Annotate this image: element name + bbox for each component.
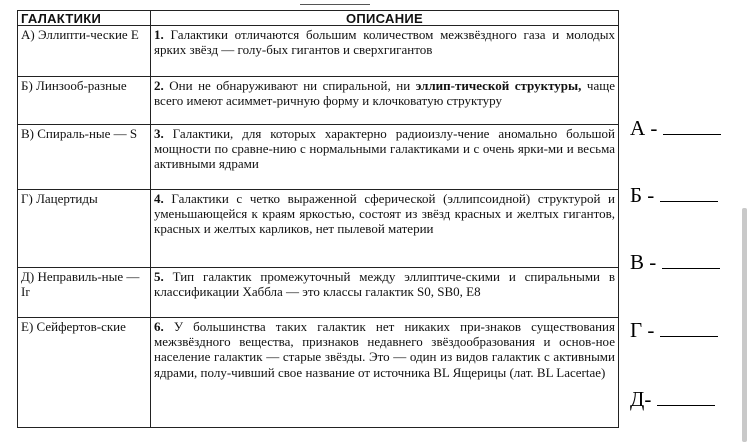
- answer-b: [630, 183, 718, 208]
- table-row: [18, 77, 619, 125]
- answer-blank[interactable]: [657, 387, 715, 406]
- galaxy-description: [151, 318, 619, 428]
- answer-v: [630, 250, 720, 275]
- answer-blank[interactable]: [662, 250, 720, 269]
- header-description: ОПИСАНИЕ: [151, 11, 619, 26]
- description-number: 1.: [154, 27, 164, 42]
- description-text: Тип галактик промежуточный между эллиптиче-скими и спиральными в классификации Хаббла — это классы галактик S0, SB0, E8: [154, 269, 615, 300]
- table-header-row: [18, 11, 619, 26]
- description-text: Галактики отличаются большим количеством межзвёздного газа и молодых ярких звёзд — голу-бых гигантов и сверхгигантов: [154, 27, 615, 58]
- galaxy-type-name: Д) Неправиль-ные — Ir: [18, 268, 151, 318]
- description-number: 5.: [154, 269, 164, 284]
- description-text: Они не обнаруживают ни спиральной, ни: [163, 78, 416, 93]
- description-number: 6.: [154, 319, 164, 334]
- galaxy-type-name: В) Спираль-ные — S: [18, 125, 151, 190]
- table-row: [18, 125, 619, 190]
- answer-blank[interactable]: [663, 116, 721, 135]
- description-number: 4.: [154, 191, 164, 206]
- description-emphasis: эллип-тической структуры,: [415, 78, 582, 93]
- galaxies-table: [17, 10, 619, 428]
- answer-label: Д-: [630, 387, 657, 411]
- table-row: [18, 190, 619, 268]
- description-number: 3.: [154, 126, 164, 141]
- galaxy-description: [151, 125, 619, 190]
- galaxy-type-name: А) Эллипти-ческие E: [18, 26, 151, 77]
- scrollbar[interactable]: [742, 208, 747, 442]
- answer-column: [627, 0, 750, 442]
- answer-label: А -: [630, 116, 663, 140]
- galaxy-description: [151, 190, 619, 268]
- description-text: Галактики, для которых характерно радиоизлу-чение аномально большой мощности по сравне-нию с нормальными галактиками и с очень ярки-ми и весьма активными ядрами: [154, 126, 615, 172]
- galaxy-description: [151, 77, 619, 125]
- table-row: [18, 268, 619, 318]
- answer-a: [630, 116, 721, 141]
- answer-label: В -: [630, 250, 662, 274]
- description-text-end: чаще всего имеют асиммет-ричную форму и клочковатую структуру: [154, 78, 616, 109]
- top-decoration: [300, 0, 370, 5]
- answer-blank[interactable]: [660, 183, 718, 202]
- table-row: [18, 26, 619, 77]
- galaxy-description: [151, 268, 619, 318]
- answer-blank[interactable]: [660, 318, 718, 337]
- galaxy-type-name: Б) Линзооб-разные: [18, 77, 151, 125]
- answer-label: Б -: [630, 183, 660, 207]
- galaxy-type-name: Е) Сейфертов-ские: [18, 318, 151, 428]
- table-row: [18, 318, 619, 428]
- answer-d: [630, 387, 715, 412]
- galaxy-description: [151, 26, 619, 77]
- header-galaxies: ГАЛАКТИКИ: [18, 11, 151, 26]
- answer-g: [630, 318, 718, 343]
- description-text: Галактики с четко выраженной сферической (эллипсоидной) структурой и уменьшающейся к краям яркостью, состоят из звёзд красных и желтых гигантов, красных и желтых карликов, нет пылевой материи: [154, 191, 615, 237]
- description-text: У большинства таких галактик нет никаких при-знаков существования межзвёздного вещества, признаков недавнего звёздообразования и основ-ное население галактик — старые звёзды. Это — один из видов галактик с активными ядрами, полу-чивший свое название от источника BL Ящерицы (лат. BL Lacertae): [154, 319, 615, 380]
- answer-label: Г -: [630, 318, 660, 342]
- description-number: 2.: [154, 78, 164, 93]
- galaxy-type-name: Г) Лацертиды: [18, 190, 151, 268]
